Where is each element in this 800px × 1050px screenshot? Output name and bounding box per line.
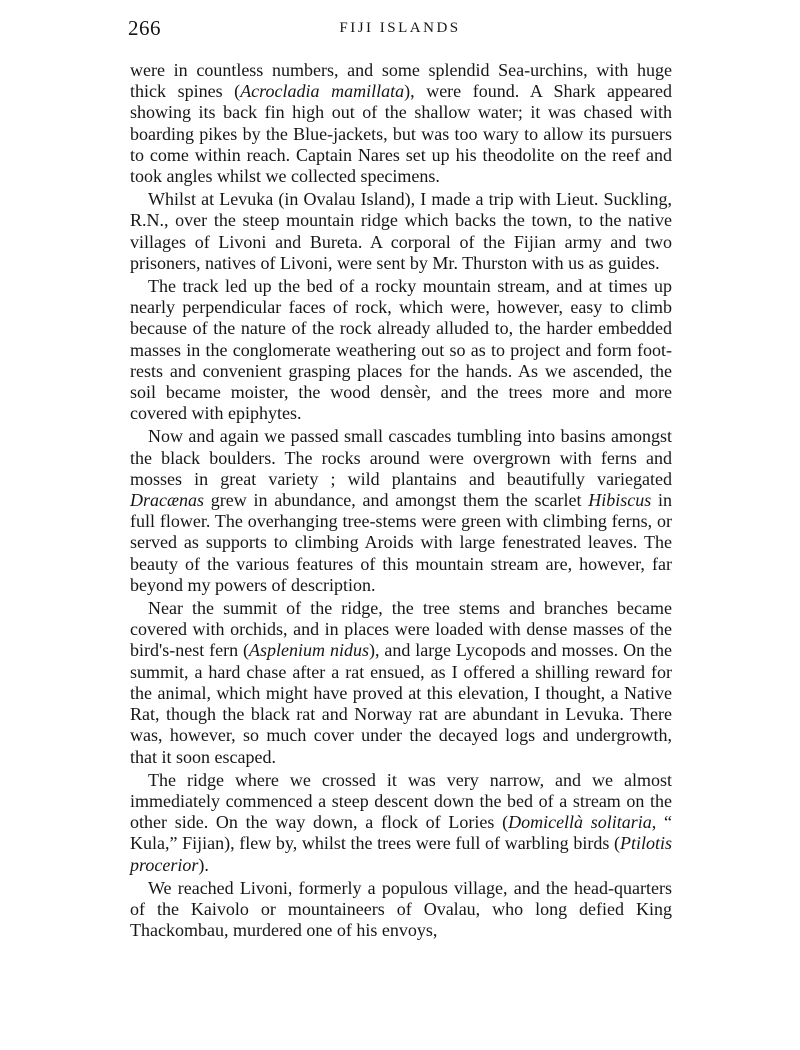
text-body xyxy=(130,60,672,941)
paragraph xyxy=(130,770,672,876)
text-run: were in countless numbers, and some splendid Sea-urchins, with huge thick spines ( xyxy=(130,60,672,102)
text-run: , “ Kula,” Fijian), flew by, whilst the trees were full of warbling birds ( xyxy=(130,812,673,854)
paragraph xyxy=(130,878,672,942)
text-run: grew in abundance, and amongst them the scarlet xyxy=(204,490,589,511)
species-name: Asplenium nidus xyxy=(249,640,369,661)
paragraph xyxy=(130,426,672,596)
text-run: Near the summit of the ridge, the tree stems and branches became covered with orchids, and in places were loaded with dense masses of the bird's-nest fern ( xyxy=(130,598,672,661)
running-title: FIJI ISLANDS xyxy=(339,20,461,36)
paragraph xyxy=(130,60,672,187)
text-run: The ridge where we crossed it was very narrow, and we almost immediately commenced a steep descent down the bed of a stream on the other side. On the way down, a flock of Lories ( xyxy=(130,769,672,833)
species-name: Acrocladia mamillata xyxy=(240,81,405,102)
text-run: The track led up the bed of a rocky mountain stream, and at times up nearly perpendicular faces of rock, which were, however, easy to climb because of the nature of the rock already alluded to, the harder embedded masses in the conglomerate weathering out so as to project and form foot-rests and convenient grasping places for the hands. As we ascended, the soil became moister, the wood densèr, and the trees more and more covered with epiphytes. xyxy=(130,276,672,424)
paragraph xyxy=(130,189,672,274)
text-run: ), and large Lycopods and mosses. On the summit, a hard chase after a rat ensued, as I offered a shilling reward for the animal, which might have proved at this elevation, I thought, a Native Rat, though the black rat and Norway rat are abundant in Levuka. There was, however, so much cover under the decayed logs and undergrowth, that it soon escaped. xyxy=(130,640,672,767)
page-number: 266 xyxy=(128,16,161,40)
paragraph xyxy=(130,276,672,424)
species-name: Ptilotis procerior xyxy=(130,833,672,875)
paragraph xyxy=(130,598,672,768)
species-name: Hibiscus xyxy=(588,490,652,511)
text-run: We reached Livoni, formerly a populous village, and the head-quarters of the Kaivolo or mountaineers of Ovalau, who long defied King Thackombau, murdered one of his envoys, xyxy=(130,877,672,941)
text-run: Now and again we passed small cascades tumbling into basins amongst the black boulders. The rocks around were overgrown with ferns and mosses in great variety ; wild plantains and beautifully variegated xyxy=(130,426,672,489)
text-run: Whilst at Levuka (in Ovalau Island), I made a trip with Lieut. Suckling, R.N., over the steep mountain ridge which backs the town, to the native villages of Livoni and Bureta. A corporal of the Fijian army and two prisoners, natives of Livoni, were sent by Mr. Thurston with us as guides. xyxy=(130,189,672,273)
text-run: in full flower. The overhanging tree-stems were green with climbing ferns, or served as supports to climbing Aroids with large fenestrated leaves. The beauty of the various features of this mountain stream are, however, far beyond my powers of description. xyxy=(130,490,672,595)
text-run: ), were found. A Shark appeared showing its back fin high out of the shallow water; it was chased with boarding pikes by the Blue-jackets, but was too wary to allow its pursuers to come within reach. Captain Nares set up his theodolite on the reef and took angles whilst we collected specimens. xyxy=(130,81,672,187)
species-name: Domicellà solitaria xyxy=(508,812,652,833)
species-name: Dracænas xyxy=(130,490,205,511)
text-run: ). xyxy=(198,854,209,875)
